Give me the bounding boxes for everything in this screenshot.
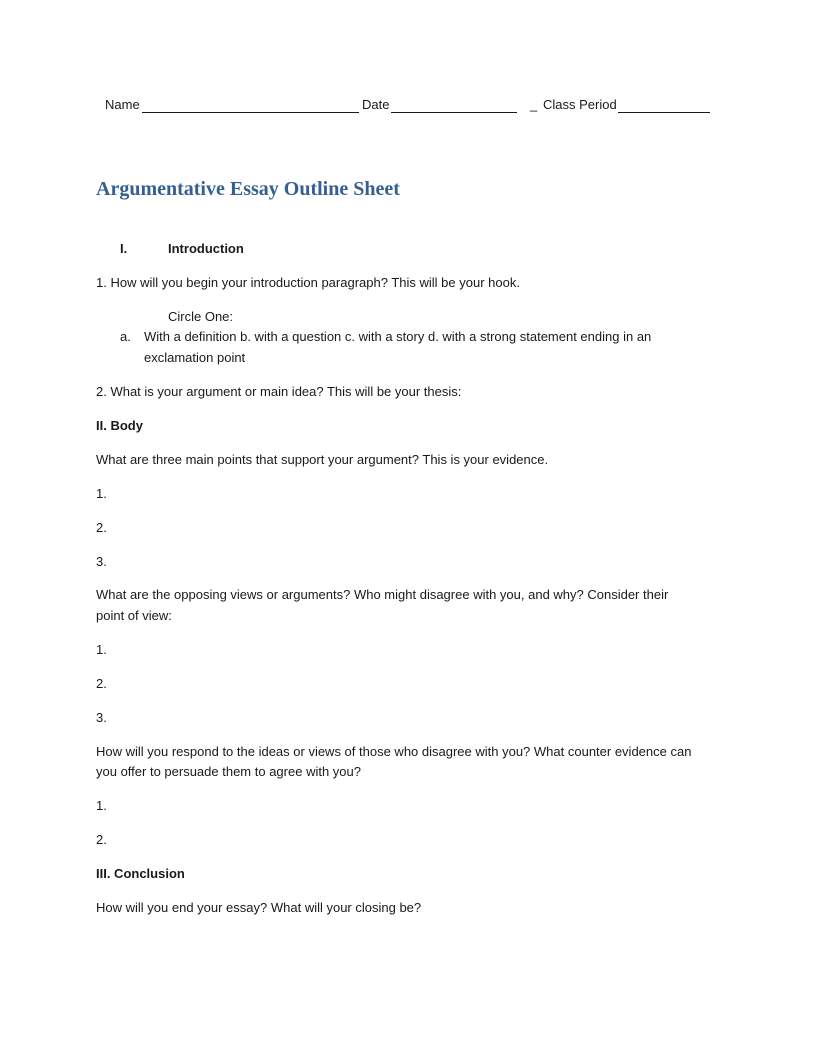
hook-options-line-1: With a definition b. with a question c. with a story d. with a strong statement ending in an [144, 329, 652, 344]
date-label: Date [362, 97, 390, 112]
list-item: 3. [96, 554, 107, 569]
list-item: 2. [96, 520, 107, 535]
list-item: 2. [96, 676, 107, 691]
intro-numeral: I. [120, 241, 128, 256]
intro-question-1: 1. How will you begin your introduction paragraph? This will be your hook. [96, 275, 520, 290]
hook-options-line-2: exclamation point [144, 350, 246, 365]
list-item: 1. [96, 642, 107, 657]
opposing-question-line-2: point of view: [96, 608, 172, 623]
page-title: Argumentative Essay Outline Sheet [96, 178, 400, 200]
conclusion-question: How will you end your essay? What will your closing be? [96, 900, 422, 915]
list-item: 1. [96, 486, 107, 501]
intro-question-2: 2. What is your argument or main idea? This will be your thesis: [96, 384, 462, 399]
name-label: Name [105, 97, 140, 112]
list-item: 2. [96, 832, 107, 847]
date-field[interactable] [391, 112, 517, 113]
evidence-question: What are three main points that support your argument? This is your evidence. [96, 452, 549, 467]
list-item: 1. [96, 798, 107, 813]
class-period-field[interactable] [618, 112, 710, 113]
body-heading: II. Body [96, 418, 143, 433]
list-item: 3. [96, 710, 107, 725]
counter-question-line-2: you offer to persuade them to agree with you? [96, 764, 361, 779]
option-letter: a. [120, 329, 131, 344]
name-field[interactable] [142, 112, 359, 113]
circle-one-label: Circle One: [168, 309, 234, 324]
extra-underscore: _ [530, 97, 538, 112]
intro-heading: Introduction [168, 241, 244, 256]
counter-question-line-1: How will you respond to the ideas or views of those who disagree with you? What counter evidence can [96, 744, 692, 759]
class-period-label: Class Period [543, 97, 617, 112]
opposing-question-line-1: What are the opposing views or arguments? Who might disagree with you, and why? Consider their [96, 587, 669, 602]
conclusion-heading: III. Conclusion [96, 866, 185, 881]
